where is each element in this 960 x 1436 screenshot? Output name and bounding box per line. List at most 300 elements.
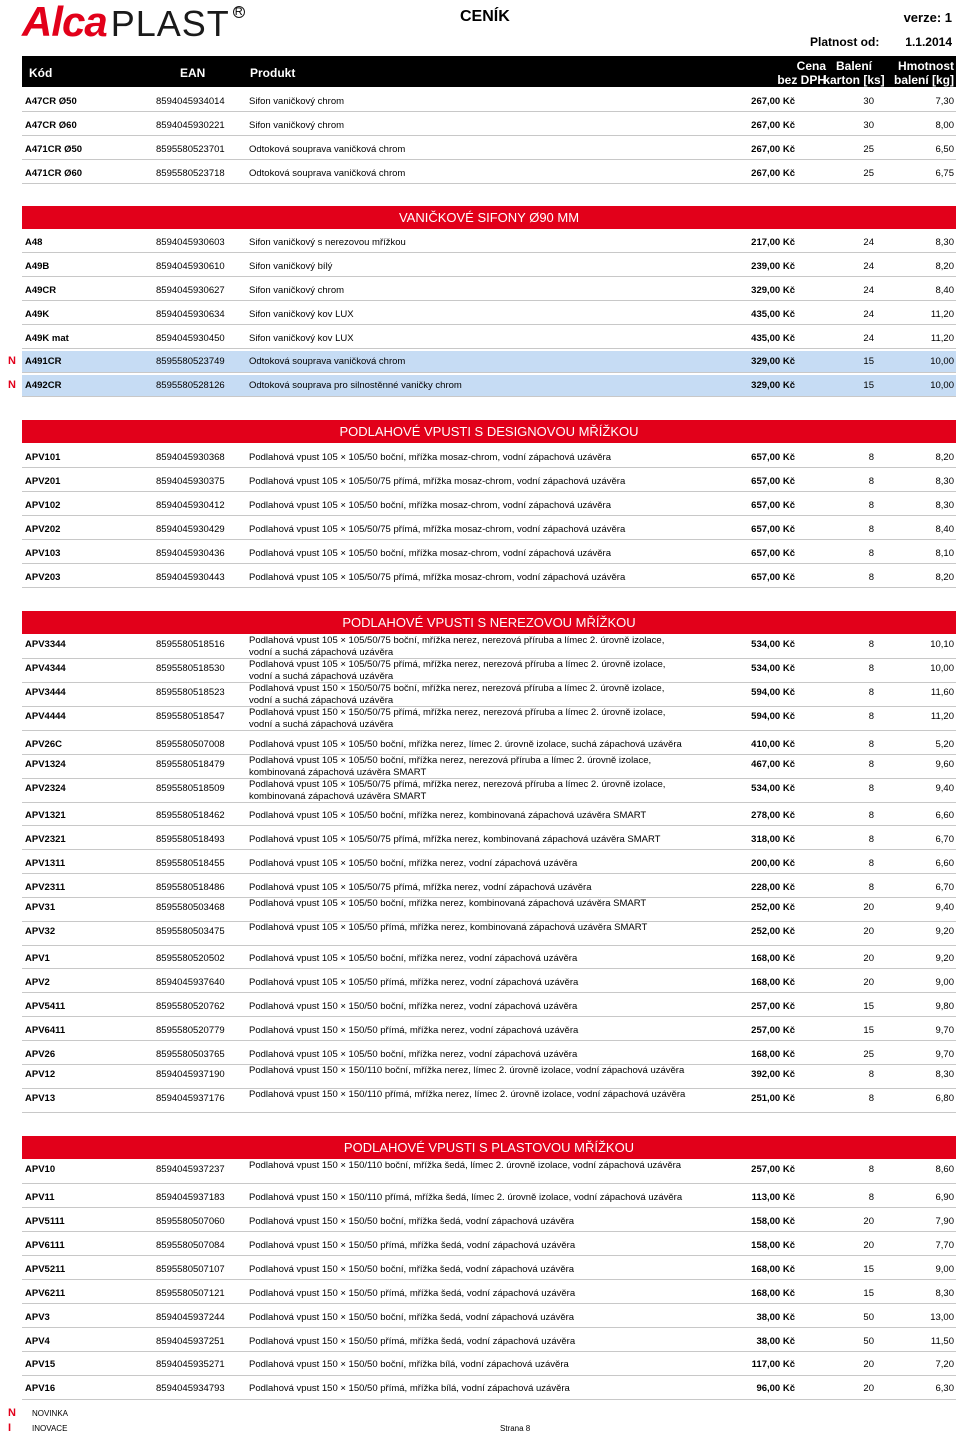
row-weight: 8,20 xyxy=(935,261,954,272)
row-weight: 9,00 xyxy=(935,1264,954,1275)
row-weight: 9,60 xyxy=(935,759,954,770)
table-row xyxy=(22,805,956,826)
row-ean: 8595580518486 xyxy=(156,882,225,893)
row-product: Podlahová vpust 105 × 105/50 přímá, mřížka nerez, vodní zápachová uzávěra xyxy=(249,977,579,988)
table-row xyxy=(22,1307,956,1328)
table-row xyxy=(22,1378,956,1400)
row-price: 267,00 Kč xyxy=(751,168,795,179)
row-code: A47CR Ø50 xyxy=(25,96,77,107)
table-row xyxy=(22,972,956,993)
table-row xyxy=(22,256,956,277)
row-weight: 6,90 xyxy=(935,1192,954,1203)
registered-mark: R xyxy=(233,6,245,18)
row-package: 20 xyxy=(863,977,874,988)
row-product: Podlahová vpust 105 × 105/50/75 přímá, mřížka nerez, vodní zápachová uzávěra xyxy=(249,882,592,893)
row-price: 257,00 Kč xyxy=(751,1164,795,1175)
row-code: A48 xyxy=(25,237,43,248)
table-row xyxy=(22,707,956,731)
row-ean: 8594045937237 xyxy=(156,1164,225,1175)
row-code: APV2324 xyxy=(25,783,66,794)
row-ean: 8595580507121 xyxy=(156,1288,225,1299)
row-package: 8 xyxy=(868,687,874,698)
row-ean: 8595580518509 xyxy=(156,783,225,794)
legend-mark: I xyxy=(8,1422,12,1434)
row-ean: 8594045930429 xyxy=(156,524,225,535)
row-price: 38,00 Kč xyxy=(756,1336,795,1347)
row-ean: 8595580503765 xyxy=(156,1049,225,1060)
column-header-kod: Kód xyxy=(29,66,53,80)
row-ean: 8595580520762 xyxy=(156,1001,225,1012)
row-weight: 9,20 xyxy=(935,953,954,964)
row-code: APV3344 xyxy=(25,639,66,650)
row-product: Odtoková souprava vaničková chrom xyxy=(249,144,406,155)
row-code: APV5111 xyxy=(25,1216,65,1227)
row-package: 8 xyxy=(868,810,874,821)
row-ean: 8594045930375 xyxy=(156,476,225,487)
row-price: 329,00 Kč xyxy=(751,380,795,391)
row-price: 329,00 Kč xyxy=(751,285,795,296)
row-weight: 9,40 xyxy=(935,783,954,794)
row-price: 657,00 Kč xyxy=(751,524,795,535)
row-code: A492CR xyxy=(25,380,62,391)
row-product: Podlahová vpust 150 × 150/110 boční, mřížka šedá, límec 2. úrovně izolace, vodní zápachová uzávěra xyxy=(249,1160,682,1171)
row-product: Podlahová vpust 105 × 105/50 boční, mřížka mosaz-chrom, vodní zápachová uzávěra xyxy=(249,548,611,559)
row-product: Podlahová vpust 150 × 150/50 boční, mřížka šedá, vodní zápachová uzávěra xyxy=(249,1264,575,1275)
row-ean: 8594045930450 xyxy=(156,333,225,344)
row-package: 8 xyxy=(868,476,874,487)
row-price: 158,00 Kč xyxy=(751,1216,795,1227)
row-ean: 8595580528126 xyxy=(156,380,225,391)
table-header xyxy=(22,56,956,87)
row-product: Odtoková souprava pro silnostěnné vaničky chrom xyxy=(249,380,462,391)
row-price: 435,00 Kč xyxy=(751,333,795,344)
row-package: 8 xyxy=(868,834,874,845)
table-row xyxy=(22,543,956,564)
row-weight: 8,30 xyxy=(935,237,954,248)
row-weight: 6,50 xyxy=(935,144,954,155)
row-package: 15 xyxy=(863,380,874,391)
table-row xyxy=(22,853,956,874)
row-weight: 9,70 xyxy=(935,1049,954,1060)
row-weight: 11,60 xyxy=(930,687,954,698)
row-code: APV6411 xyxy=(25,1025,66,1036)
row-product: Podlahová vpust 150 × 150/50 přímá, mřížka bílá, vodní zápachová uzávěra xyxy=(249,1383,570,1394)
row-ean: 8594045930412 xyxy=(156,500,225,511)
row-product: Odtoková souprava vaničková chrom xyxy=(249,168,406,179)
row-code: APV10 xyxy=(25,1164,56,1175)
legend-text: INOVACE xyxy=(32,1424,68,1433)
row-weight: 10,00 xyxy=(930,380,954,391)
row-weight: 6,60 xyxy=(935,858,954,869)
row-product: Podlahová vpust 105 × 105/50 boční, mřížka nerez, límec 2. úrovně izolace, suchá zápachová uzávěra xyxy=(249,739,682,750)
row-product: Podlahová vpust 150 × 150/50 přímá, mřížka šedá, vodní zápachová uzávěra xyxy=(249,1240,576,1251)
row-price: 594,00 Kč xyxy=(751,687,795,698)
row-price: 534,00 Kč xyxy=(751,783,795,794)
row-ean: 8595580507008 xyxy=(156,739,225,750)
row-price: 318,00 Kč xyxy=(751,834,795,845)
row-product: Sifon vaničkový s nerezovou mřížkou xyxy=(249,237,406,248)
row-code: APV5411 xyxy=(25,1001,66,1012)
row-weight: 6,70 xyxy=(935,834,954,845)
table-row xyxy=(22,1160,956,1184)
row-price: 117,00 Kč xyxy=(751,1359,795,1370)
table-row xyxy=(22,922,956,946)
row-ean: 8594045930443 xyxy=(156,572,225,583)
row-package: 25 xyxy=(863,144,874,155)
row-package: 24 xyxy=(863,333,874,344)
row-weight: 10,10 xyxy=(930,639,954,650)
row-weight: 6,30 xyxy=(935,1383,954,1394)
row-package: 20 xyxy=(863,1359,874,1370)
row-weight: 13,00 xyxy=(930,1312,954,1323)
row-ean: 8594045937244 xyxy=(156,1312,225,1323)
row-product: Podlahová vpust 150 × 150/50 přímá, mřížka šedá, vodní zápachová uzávěra xyxy=(249,1336,576,1347)
row-weight: 8,60 xyxy=(935,1164,954,1175)
row-product: Podlahová vpust 105 × 105/50 boční, mřížka nerez, kombinovaná zápachová uzávěra SMART xyxy=(249,898,647,909)
row-price: 392,00 Kč xyxy=(751,1069,795,1080)
table-row xyxy=(22,683,956,707)
row-weight: 11,20 xyxy=(930,711,954,722)
row-code: A47CR Ø60 xyxy=(25,120,77,131)
row-weight: 9,70 xyxy=(935,1025,954,1036)
table-row xyxy=(22,1235,956,1256)
row-weight: 8,30 xyxy=(935,1069,954,1080)
row-price: 217,00 Kč xyxy=(751,237,795,248)
row-product: Sifon vaničkový chrom xyxy=(249,120,345,131)
row-weight: 6,70 xyxy=(935,882,954,893)
row-weight: 11,20 xyxy=(930,333,954,344)
table-row xyxy=(22,1187,956,1208)
row-package: 25 xyxy=(863,1049,874,1060)
row-code: APV32 xyxy=(25,926,56,937)
row-product: Podlahová vpust 105 × 105/50/75 boční, mřížka nerez, nerezová příruba a límec 2. úrovně izolace, vodní a suchá zápachová uzávěra xyxy=(249,635,665,658)
table-row xyxy=(22,328,956,349)
table-row xyxy=(22,779,956,803)
row-product: Podlahová vpust 105 × 105/50 boční, mřížka mosaz-chrom, vodní zápachová uzávěra xyxy=(249,452,611,463)
row-code: A49K xyxy=(25,309,50,320)
row-ean: 8594045934793 xyxy=(156,1383,225,1394)
row-weight: 7,30 xyxy=(935,96,954,107)
row-price: 158,00 Kč xyxy=(751,1240,795,1251)
row-weight: 6,80 xyxy=(935,1093,954,1104)
row-code: APV101 xyxy=(25,452,61,463)
table-row xyxy=(22,115,956,136)
row-code: APV1 xyxy=(25,953,50,964)
row-package: 8 xyxy=(868,500,874,511)
row-package: 15 xyxy=(863,1264,874,1275)
column-header-baleni: Balení karton [ks] xyxy=(823,59,885,87)
table-row xyxy=(22,1211,956,1232)
row-ean: 8595580518516 xyxy=(156,639,225,650)
row-product: Podlahová vpust 105 × 105/50/75 přímá, mřížka nerez, nerezová příruba a límec 2. úrovně izolace, kombinovaná zápachová uzávěra SMART xyxy=(249,779,666,802)
row-product: Sifon vaničkový chrom xyxy=(249,96,345,107)
alcaplast-logo xyxy=(22,0,245,45)
row-ean: 8595580520779 xyxy=(156,1025,225,1036)
row-code: A49CR xyxy=(25,285,57,296)
row-package: 8 xyxy=(868,548,874,559)
row-product: Podlahová vpust 105 × 105/50 boční, mřížka mosaz-chrom, vodní zápachová uzávěra xyxy=(249,500,611,511)
row-price: 467,00 Kč xyxy=(751,759,795,770)
row-code: APV6111 xyxy=(25,1240,65,1251)
row-product: Odtoková souprava vaničková chrom xyxy=(249,356,406,367)
table-row xyxy=(22,304,956,325)
row-code: APV3 xyxy=(25,1312,50,1323)
table-row xyxy=(22,471,956,492)
row-product: Sifon vaničkový chrom xyxy=(249,285,345,296)
row-code: APV26 xyxy=(25,1049,56,1060)
row-product: Podlahová vpust 150 × 150/50 boční, mřížka šedá, vodní zápachová uzávěra xyxy=(249,1216,575,1227)
row-package: 15 xyxy=(863,1288,874,1299)
row-package: 20 xyxy=(863,902,874,913)
table-row xyxy=(22,948,956,969)
row-weight: 8,40 xyxy=(935,524,954,535)
row-price: 257,00 Kč xyxy=(751,1001,795,1012)
table-row xyxy=(22,519,956,540)
new-product-marker: N xyxy=(8,379,16,391)
row-product: Podlahová vpust 105 × 105/50 boční, mřížka nerez, vodní zápachová uzávěra xyxy=(249,953,578,964)
row-code: APV103 xyxy=(25,548,61,559)
row-code: APV1311 xyxy=(25,858,66,869)
row-package: 8 xyxy=(868,1093,874,1104)
row-package: 50 xyxy=(863,1312,874,1323)
validity-date: 1.1.2014 xyxy=(905,35,952,49)
row-price: 534,00 Kč xyxy=(751,639,795,650)
row-ean: 8594045930634 xyxy=(156,309,225,320)
row-package: 8 xyxy=(868,1192,874,1203)
row-package: 15 xyxy=(863,356,874,367)
row-price: 168,00 Kč xyxy=(751,1049,795,1060)
table-row xyxy=(22,877,956,898)
row-product: Podlahová vpust 105 × 105/50 boční, mřížka nerez, nerezová příruba a límec 2. úrovně izolace, kombinovaná zápachová uzávěra SMART xyxy=(249,755,652,778)
row-package: 30 xyxy=(863,96,874,107)
row-weight: 7,90 xyxy=(935,1216,954,1227)
row-ean: 8594045934014 xyxy=(156,96,225,107)
column-header-ean: EAN xyxy=(180,66,206,80)
section-heading: PODLAHOVÉ VPUSTI S NEREZOVOU MŘÍŽKOU xyxy=(22,611,956,634)
column-header-cena: Cena bez DPH xyxy=(777,59,826,87)
row-code: APV203 xyxy=(25,572,61,583)
row-product: Podlahová vpust 150 × 150/110 přímá, mřížka nerez, límec 2. úrovně izolace, vodní zápachová uzávěra xyxy=(249,1089,686,1100)
row-package: 8 xyxy=(868,711,874,722)
row-ean: 8595580503468 xyxy=(156,902,225,913)
row-ean: 8594045937190 xyxy=(156,1069,225,1080)
row-weight: 8,30 xyxy=(935,476,954,487)
row-product: Podlahová vpust 105 × 105/50/75 přímá, mřížka mosaz-chrom, vodní zápachová uzávěra xyxy=(249,524,626,535)
row-code: APV11 xyxy=(25,1192,55,1203)
document-title: CENÍK xyxy=(460,8,510,25)
legend-item xyxy=(8,1407,68,1419)
row-product: Podlahová vpust 150 × 150/110 přímá, mřížka šedá, límec 2. úrovně izolace, vodní zápachová uzávěra xyxy=(249,1192,683,1203)
row-ean: 8594045930368 xyxy=(156,452,225,463)
row-package: 15 xyxy=(863,1001,874,1012)
row-ean: 8595580503475 xyxy=(156,926,225,937)
row-price: 657,00 Kč xyxy=(751,572,795,583)
row-weight: 10,00 xyxy=(930,356,954,367)
row-ean: 8595580523718 xyxy=(156,168,225,179)
row-weight: 6,60 xyxy=(935,810,954,821)
row-ean: 8595580523749 xyxy=(156,356,225,367)
row-code: APV2311 xyxy=(25,882,66,893)
row-ean: 8594045937251 xyxy=(156,1336,225,1347)
row-price: 228,00 Kč xyxy=(751,882,795,893)
row-code: APV12 xyxy=(25,1069,56,1080)
row-package: 30 xyxy=(863,120,874,131)
row-package: 8 xyxy=(868,1164,874,1175)
row-price: 168,00 Kč xyxy=(751,977,795,988)
row-ean: 8594045937176 xyxy=(156,1093,225,1104)
logo-alca-text: Alca xyxy=(22,0,107,45)
row-package: 24 xyxy=(863,309,874,320)
legend-mark: N xyxy=(8,1407,16,1419)
row-price: 267,00 Kč xyxy=(751,120,795,131)
row-price: 200,00 Kč xyxy=(751,858,795,869)
row-package: 20 xyxy=(863,1383,874,1394)
row-code: APV2321 xyxy=(25,834,66,845)
table-row xyxy=(8,351,956,373)
row-package: 8 xyxy=(868,759,874,770)
row-price: 239,00 Kč xyxy=(751,261,795,272)
row-product: Podlahová vpust 150 × 150/50 boční, mřížka bílá, vodní zápachová uzávěra xyxy=(249,1359,569,1370)
row-product: Podlahová vpust 105 × 105/50 přímá, mřížka nerez, kombinovaná zápachová uzávěra SMART xyxy=(249,922,648,933)
row-code: APV4 xyxy=(25,1336,50,1347)
table-row xyxy=(22,659,956,683)
row-price: 657,00 Kč xyxy=(751,476,795,487)
validity-label: Platnost od: xyxy=(810,35,880,49)
row-package: 20 xyxy=(863,1216,874,1227)
row-price: 168,00 Kč xyxy=(751,1288,795,1299)
row-weight: 11,20 xyxy=(930,309,954,320)
row-code: APV13 xyxy=(25,1093,56,1104)
row-product: Podlahová vpust 105 × 105/50 boční, mřížka nerez, vodní zápachová uzávěra xyxy=(249,858,578,869)
table-row xyxy=(8,375,956,397)
table-row xyxy=(22,163,956,184)
row-package: 8 xyxy=(868,524,874,535)
row-price: 329,00 Kč xyxy=(751,356,795,367)
row-price: 113,00 Kč xyxy=(751,1192,795,1203)
table-row xyxy=(22,495,956,516)
row-product: Podlahová vpust 150 × 150/50 přímá, mřížka nerez, vodní zápachová uzávěra xyxy=(249,1025,579,1036)
row-package: 8 xyxy=(868,783,874,794)
row-product: Podlahová vpust 150 × 150/50 boční, mřížka nerez, vodní zápachová uzávěra xyxy=(249,1001,578,1012)
row-ean: 8594045935271 xyxy=(156,1359,225,1370)
row-code: APV4444 xyxy=(25,711,66,722)
row-price: 168,00 Kč xyxy=(751,953,795,964)
row-ean: 8595580518479 xyxy=(156,759,225,770)
row-code: APV1321 xyxy=(25,810,66,821)
row-code: APV4344 xyxy=(25,663,66,674)
row-product: Podlahová vpust 150 × 150/50/75 boční, mřížka nerez, nerezová příruba a límec 2. úrovně izolace, vodní a suchá zápachová uzávěra xyxy=(249,683,665,706)
row-weight: 11,50 xyxy=(930,1336,954,1347)
row-code: APV26C xyxy=(25,739,62,750)
row-code: APV201 xyxy=(25,476,61,487)
row-package: 50 xyxy=(863,1336,874,1347)
table-row xyxy=(22,91,956,112)
row-ean: 8595580518455 xyxy=(156,858,225,869)
row-weight: 9,80 xyxy=(935,1001,954,1012)
row-weight: 6,75 xyxy=(935,168,954,179)
row-price: 657,00 Kč xyxy=(751,500,795,511)
row-package: 8 xyxy=(868,858,874,869)
row-code: APV102 xyxy=(25,500,61,511)
row-ean: 8595580507060 xyxy=(156,1216,225,1227)
legend-item xyxy=(8,1422,67,1434)
row-price: 168,00 Kč xyxy=(751,1264,795,1275)
row-weight: 8,20 xyxy=(935,572,954,583)
row-weight: 9,00 xyxy=(935,977,954,988)
row-ean: 8594045930627 xyxy=(156,285,225,296)
section-heading: VANIČKOVÉ SIFONY Ø90 MM xyxy=(22,206,956,229)
row-package: 24 xyxy=(863,237,874,248)
version-label: verze: 1 xyxy=(903,10,952,25)
table-row xyxy=(22,1089,956,1113)
table-row xyxy=(22,1331,956,1352)
row-package: 20 xyxy=(863,1240,874,1251)
table-row xyxy=(22,567,956,588)
row-ean: 8594045937640 xyxy=(156,977,225,988)
table-row xyxy=(22,139,956,160)
row-package: 8 xyxy=(868,452,874,463)
row-product: Sifon vaničkový kov LUX xyxy=(249,309,354,320)
row-weight: 10,00 xyxy=(930,663,954,674)
row-price: 410,00 Kč xyxy=(751,739,795,750)
row-code: APV202 xyxy=(25,524,61,535)
row-code: A471CR Ø50 xyxy=(25,144,83,155)
logo-plast-text: PLAST xyxy=(110,3,230,44)
page-number: Strana 8 xyxy=(500,1424,531,1433)
row-weight: 9,20 xyxy=(935,926,954,937)
table-row xyxy=(22,447,956,468)
row-package: 8 xyxy=(868,639,874,650)
row-price: 657,00 Kč xyxy=(751,548,795,559)
row-product: Podlahová vpust 150 × 150/110 boční, mřížka nerez, límec 2. úrovně izolace, vodní zápachová uzávěra xyxy=(249,1065,685,1076)
row-product: Podlahová vpust 105 × 105/50/75 přímá, mřížka nerez, kombinovaná zápachová uzávěra SMART xyxy=(249,834,661,845)
row-code: APV5211 xyxy=(25,1264,66,1275)
row-code: APV2 xyxy=(25,977,50,988)
column-header-produkt: Produkt xyxy=(250,66,296,80)
table-row xyxy=(22,232,956,253)
row-price: 267,00 Kč xyxy=(751,96,795,107)
row-package: 20 xyxy=(863,953,874,964)
row-package: 25 xyxy=(863,168,874,179)
row-price: 251,00 Kč xyxy=(751,1093,795,1104)
row-ean: 8595580507084 xyxy=(156,1240,225,1251)
table-row xyxy=(22,829,956,850)
section-heading: PODLAHOVÉ VPUSTI S DESIGNOVOU MŘÍŽKOU xyxy=(22,420,956,443)
row-package: 8 xyxy=(868,1069,874,1080)
table-row xyxy=(22,1259,956,1280)
table-row xyxy=(22,1065,956,1089)
row-price: 594,00 Kč xyxy=(751,711,795,722)
row-weight: 8,30 xyxy=(935,1288,954,1299)
row-weight: 8,00 xyxy=(935,120,954,131)
row-price: 657,00 Kč xyxy=(751,452,795,463)
section-heading: PODLAHOVÉ VPUSTI S PLASTOVOU MŘÍŽKOU xyxy=(22,1136,956,1159)
row-code: APV1324 xyxy=(25,759,66,770)
row-code: APV6211 xyxy=(25,1288,66,1299)
row-ean: 8595580518462 xyxy=(156,810,225,821)
row-ean: 8595580523701 xyxy=(156,144,225,155)
row-ean: 8595580518523 xyxy=(156,687,225,698)
row-price: 257,00 Kč xyxy=(751,1025,795,1036)
row-ean: 8595580507107 xyxy=(156,1264,225,1275)
table-row xyxy=(22,1283,956,1304)
table-row xyxy=(22,755,956,779)
row-package: 8 xyxy=(868,882,874,893)
row-package: 8 xyxy=(868,572,874,583)
row-ean: 8595580518547 xyxy=(156,711,225,722)
row-ean: 8595580518530 xyxy=(156,663,225,674)
column-header-hmotnost: Hmotnost balení [kg] xyxy=(893,59,954,87)
